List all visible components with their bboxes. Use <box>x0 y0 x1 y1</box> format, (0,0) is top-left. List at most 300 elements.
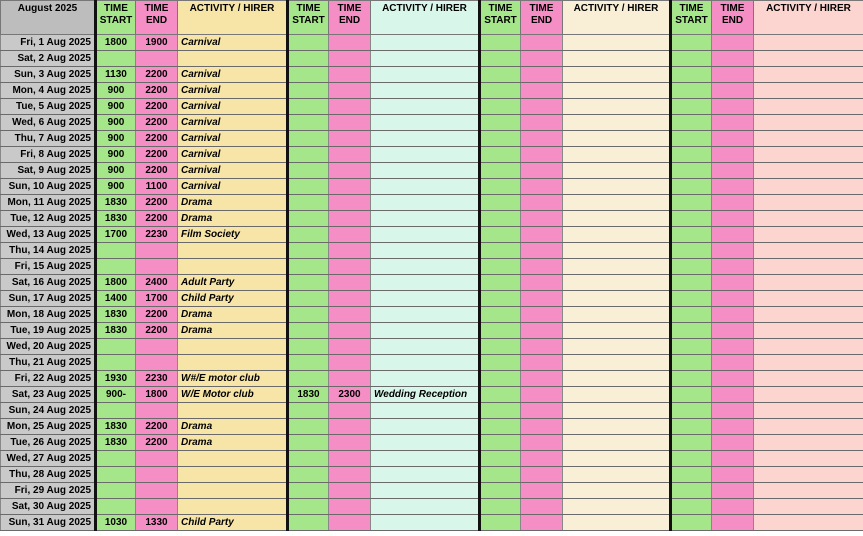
activity-cell[interactable] <box>371 83 480 99</box>
time-start-cell[interactable] <box>288 147 329 163</box>
time-start-cell[interactable] <box>480 307 521 323</box>
time-end-cell[interactable] <box>329 435 371 451</box>
time-start-cell[interactable] <box>288 99 329 115</box>
time-end-cell[interactable] <box>329 163 371 179</box>
activity-cell[interactable] <box>178 467 288 483</box>
time-start-cell[interactable] <box>288 35 329 51</box>
activity-cell[interactable] <box>371 339 480 355</box>
time-end-cell[interactable]: 1330 <box>136 515 178 531</box>
time-end-cell[interactable] <box>712 323 754 339</box>
time-start-cell[interactable]: 1830 <box>96 211 136 227</box>
activity-cell[interactable] <box>754 147 863 163</box>
activity-cell[interactable] <box>371 435 480 451</box>
activity-cell[interactable] <box>178 499 288 515</box>
time-end-cell[interactable] <box>521 387 563 403</box>
activity-cell[interactable]: Drama <box>178 195 288 211</box>
activity-cell[interactable] <box>371 323 480 339</box>
time-end-cell[interactable] <box>521 483 563 499</box>
time-start-cell[interactable] <box>480 435 521 451</box>
activity-cell[interactable] <box>371 35 480 51</box>
time-start-cell[interactable]: 1830 <box>288 387 329 403</box>
time-end-cell[interactable] <box>136 243 178 259</box>
time-start-header-3[interactable] <box>480 1 521 35</box>
time-end-cell[interactable] <box>329 67 371 83</box>
time-end-cell[interactable] <box>329 35 371 51</box>
time-end-cell[interactable] <box>329 51 371 67</box>
time-start-cell[interactable] <box>480 131 521 147</box>
time-start-cell[interactable] <box>671 435 712 451</box>
activity-cell[interactable]: Carnival <box>178 131 288 147</box>
time-start-cell[interactable] <box>480 403 521 419</box>
activity-cell[interactable] <box>754 35 863 51</box>
activity-header-3[interactable]: ACTIVITY / HIRER <box>563 1 671 35</box>
time-start-header-2[interactable] <box>288 1 329 35</box>
time-start-cell[interactable] <box>480 163 521 179</box>
date-cell[interactable]: Fri, 8 Aug 2025 <box>1 147 96 163</box>
activity-cell[interactable] <box>371 51 480 67</box>
activity-cell[interactable] <box>754 67 863 83</box>
activity-cell[interactable] <box>563 243 671 259</box>
time-end-cell[interactable] <box>136 467 178 483</box>
time-end-cell[interactable] <box>329 99 371 115</box>
time-start-cell[interactable] <box>671 147 712 163</box>
date-cell[interactable]: Mon, 25 Aug 2025 <box>1 419 96 435</box>
time-start-cell[interactable]: 900 <box>96 83 136 99</box>
date-cell[interactable]: Thu, 7 Aug 2025 <box>1 131 96 147</box>
time-start-cell[interactable] <box>671 115 712 131</box>
time-end-cell[interactable] <box>521 435 563 451</box>
time-end-cell[interactable]: 1100 <box>136 179 178 195</box>
date-cell[interactable]: Sun, 31 Aug 2025 <box>1 515 96 531</box>
activity-cell[interactable] <box>371 291 480 307</box>
activity-cell[interactable] <box>563 403 671 419</box>
activity-cell[interactable] <box>178 403 288 419</box>
time-start-cell[interactable] <box>671 291 712 307</box>
time-start-cell[interactable]: 900 <box>96 163 136 179</box>
time-end-cell[interactable] <box>712 67 754 83</box>
time-start-cell[interactable] <box>96 483 136 499</box>
time-start-cell[interactable] <box>480 387 521 403</box>
time-start-cell[interactable]: 1030 <box>96 515 136 531</box>
activity-cell[interactable]: Drama <box>178 435 288 451</box>
time-start-cell[interactable] <box>671 163 712 179</box>
time-end-cell[interactable] <box>329 83 371 99</box>
time-end-cell[interactable] <box>712 83 754 99</box>
time-end-cell[interactable]: 2400 <box>136 275 178 291</box>
activity-cell[interactable] <box>563 131 671 147</box>
time-end-cell[interactable] <box>712 51 754 67</box>
time-start-cell[interactable] <box>480 211 521 227</box>
time-end-cell[interactable] <box>712 243 754 259</box>
time-start-cell[interactable] <box>671 355 712 371</box>
time-end-cell[interactable] <box>712 99 754 115</box>
time-start-cell[interactable]: 900 <box>96 99 136 115</box>
activity-cell[interactable] <box>563 355 671 371</box>
time-start-cell[interactable] <box>671 131 712 147</box>
time-end-cell[interactable]: 2200 <box>136 323 178 339</box>
activity-cell[interactable]: W/E Motor club <box>178 387 288 403</box>
activity-header-2[interactable]: ACTIVITY / HIRER <box>371 1 480 35</box>
time-end-cell[interactable] <box>521 115 563 131</box>
activity-cell[interactable] <box>563 339 671 355</box>
activity-cell[interactable] <box>178 355 288 371</box>
time-start-cell[interactable] <box>288 195 329 211</box>
time-end-header-4[interactable] <box>712 1 754 35</box>
time-end-cell[interactable] <box>712 275 754 291</box>
activity-cell[interactable]: Drama <box>178 211 288 227</box>
time-start-cell[interactable] <box>671 83 712 99</box>
date-cell[interactable]: Thu, 14 Aug 2025 <box>1 243 96 259</box>
time-start-cell[interactable] <box>96 259 136 275</box>
time-end-cell[interactable]: 2200 <box>136 83 178 99</box>
time-end-cell[interactable] <box>712 483 754 499</box>
time-start-cell[interactable] <box>480 227 521 243</box>
activity-cell[interactable] <box>563 323 671 339</box>
time-end-cell[interactable] <box>329 275 371 291</box>
activity-cell[interactable] <box>563 115 671 131</box>
time-end-cell[interactable] <box>329 115 371 131</box>
date-cell[interactable]: Sat, 30 Aug 2025 <box>1 499 96 515</box>
time-start-cell[interactable] <box>480 51 521 67</box>
time-start-cell[interactable] <box>480 467 521 483</box>
time-end-cell[interactable] <box>521 243 563 259</box>
time-start-cell[interactable]: 900 <box>96 179 136 195</box>
activity-cell[interactable] <box>563 35 671 51</box>
time-start-cell[interactable] <box>96 467 136 483</box>
date-cell[interactable]: Mon, 4 Aug 2025 <box>1 83 96 99</box>
activity-cell[interactable] <box>754 451 863 467</box>
activity-cell[interactable] <box>563 163 671 179</box>
time-start-cell[interactable]: 900 <box>96 147 136 163</box>
time-end-cell[interactable] <box>329 451 371 467</box>
time-start-cell[interactable] <box>480 83 521 99</box>
activity-cell[interactable]: Carnival <box>178 83 288 99</box>
time-start-cell[interactable] <box>671 451 712 467</box>
time-end-cell[interactable] <box>712 179 754 195</box>
activity-cell[interactable] <box>563 291 671 307</box>
activity-cell[interactable]: Adult Party <box>178 275 288 291</box>
activity-cell[interactable] <box>754 291 863 307</box>
time-start-header-1[interactable] <box>96 1 136 35</box>
activity-cell[interactable] <box>754 259 863 275</box>
time-start-cell[interactable] <box>96 339 136 355</box>
time-end-cell[interactable]: 2200 <box>136 99 178 115</box>
time-start-cell[interactable] <box>288 451 329 467</box>
time-start-cell[interactable] <box>480 323 521 339</box>
activity-cell[interactable] <box>371 115 480 131</box>
time-end-cell[interactable] <box>136 451 178 467</box>
time-end-cell[interactable] <box>329 195 371 211</box>
time-end-cell[interactable] <box>329 467 371 483</box>
activity-cell[interactable] <box>563 307 671 323</box>
time-start-cell[interactable] <box>288 371 329 387</box>
activity-cell[interactable]: Drama <box>178 323 288 339</box>
activity-cell[interactable] <box>563 371 671 387</box>
time-end-cell[interactable]: 2200 <box>136 307 178 323</box>
time-end-header-2[interactable] <box>329 1 371 35</box>
time-end-cell[interactable] <box>521 339 563 355</box>
time-end-cell[interactable] <box>521 83 563 99</box>
time-start-cell[interactable] <box>96 499 136 515</box>
date-cell[interactable]: Fri, 22 Aug 2025 <box>1 371 96 387</box>
time-start-cell[interactable] <box>480 499 521 515</box>
time-start-cell[interactable] <box>288 483 329 499</box>
time-start-cell[interactable] <box>671 35 712 51</box>
activity-cell[interactable] <box>371 211 480 227</box>
time-end-cell[interactable] <box>329 179 371 195</box>
time-start-cell[interactable] <box>480 483 521 499</box>
activity-cell[interactable] <box>754 403 863 419</box>
time-end-cell[interactable] <box>712 371 754 387</box>
activity-cell[interactable]: W#/E motor club <box>178 371 288 387</box>
time-end-cell[interactable] <box>712 467 754 483</box>
time-end-cell[interactable] <box>329 355 371 371</box>
time-start-cell[interactable]: 1830 <box>96 307 136 323</box>
activity-cell[interactable] <box>563 51 671 67</box>
activity-cell[interactable] <box>563 211 671 227</box>
activity-cell[interactable] <box>563 195 671 211</box>
time-end-cell[interactable] <box>712 387 754 403</box>
activity-cell[interactable] <box>563 467 671 483</box>
date-cell[interactable]: Fri, 15 Aug 2025 <box>1 259 96 275</box>
time-start-cell[interactable]: 900- <box>96 387 136 403</box>
activity-cell[interactable] <box>563 515 671 531</box>
time-end-cell[interactable] <box>712 259 754 275</box>
activity-cell[interactable] <box>371 515 480 531</box>
activity-cell[interactable] <box>563 179 671 195</box>
time-start-cell[interactable] <box>480 195 521 211</box>
time-end-cell[interactable] <box>521 147 563 163</box>
time-end-cell[interactable] <box>521 99 563 115</box>
time-start-cell[interactable] <box>288 355 329 371</box>
activity-cell[interactable] <box>371 195 480 211</box>
activity-cell[interactable]: Wedding Reception <box>371 387 480 403</box>
time-end-cell[interactable] <box>329 515 371 531</box>
activity-cell[interactable]: Child Party <box>178 515 288 531</box>
time-end-cell[interactable] <box>329 483 371 499</box>
date-cell[interactable]: Wed, 27 Aug 2025 <box>1 451 96 467</box>
time-start-cell[interactable]: 900 <box>96 115 136 131</box>
time-end-cell[interactable] <box>521 275 563 291</box>
date-cell[interactable]: Wed, 6 Aug 2025 <box>1 115 96 131</box>
time-end-cell[interactable]: 2300 <box>329 387 371 403</box>
time-start-cell[interactable] <box>480 515 521 531</box>
activity-cell[interactable] <box>371 99 480 115</box>
time-end-cell[interactable] <box>521 499 563 515</box>
time-end-cell[interactable] <box>712 163 754 179</box>
date-cell[interactable]: Tue, 12 Aug 2025 <box>1 211 96 227</box>
time-end-cell[interactable]: 2200 <box>136 131 178 147</box>
time-start-cell[interactable] <box>288 227 329 243</box>
activity-cell[interactable]: Carnival <box>178 163 288 179</box>
activity-cell[interactable] <box>754 99 863 115</box>
time-start-cell[interactable] <box>288 323 329 339</box>
activity-cell[interactable] <box>563 227 671 243</box>
activity-cell[interactable] <box>754 355 863 371</box>
time-start-cell[interactable] <box>480 259 521 275</box>
date-cell[interactable]: Sun, 3 Aug 2025 <box>1 67 96 83</box>
time-start-cell[interactable] <box>288 131 329 147</box>
time-start-cell[interactable] <box>288 499 329 515</box>
activity-cell[interactable] <box>754 179 863 195</box>
time-end-header-3[interactable] <box>521 1 563 35</box>
time-start-cell[interactable] <box>671 515 712 531</box>
time-start-cell[interactable]: 1700 <box>96 227 136 243</box>
activity-cell[interactable] <box>563 419 671 435</box>
time-end-cell[interactable] <box>712 131 754 147</box>
time-start-cell[interactable]: 1830 <box>96 323 136 339</box>
activity-cell[interactable]: Carnival <box>178 35 288 51</box>
time-start-cell[interactable] <box>288 163 329 179</box>
time-start-cell[interactable] <box>288 291 329 307</box>
time-start-cell[interactable] <box>480 419 521 435</box>
activity-cell[interactable] <box>371 419 480 435</box>
activity-cell[interactable] <box>563 67 671 83</box>
activity-cell[interactable]: Drama <box>178 419 288 435</box>
time-end-cell[interactable] <box>712 419 754 435</box>
time-end-header-1[interactable] <box>136 1 178 35</box>
activity-cell[interactable] <box>371 371 480 387</box>
time-start-cell[interactable] <box>671 275 712 291</box>
activity-cell[interactable] <box>371 147 480 163</box>
time-end-cell[interactable] <box>329 403 371 419</box>
time-end-cell[interactable] <box>712 435 754 451</box>
activity-cell[interactable] <box>371 499 480 515</box>
activity-cell[interactable] <box>371 163 480 179</box>
activity-header-4[interactable]: ACTIVITY / HIRER <box>754 1 863 35</box>
time-start-cell[interactable] <box>288 515 329 531</box>
time-end-cell[interactable] <box>712 339 754 355</box>
time-start-cell[interactable] <box>288 83 329 99</box>
time-end-cell[interactable] <box>136 355 178 371</box>
time-end-cell[interactable] <box>712 499 754 515</box>
time-start-cell[interactable] <box>671 259 712 275</box>
time-end-cell[interactable] <box>136 483 178 499</box>
activity-cell[interactable] <box>563 435 671 451</box>
time-start-cell[interactable] <box>671 67 712 83</box>
time-start-cell[interactable] <box>288 339 329 355</box>
time-end-cell[interactable] <box>329 371 371 387</box>
time-start-cell[interactable] <box>480 147 521 163</box>
activity-cell[interactable] <box>563 83 671 99</box>
time-start-cell[interactable] <box>288 403 329 419</box>
activity-cell[interactable] <box>754 83 863 99</box>
activity-cell[interactable]: Carnival <box>178 99 288 115</box>
activity-cell[interactable] <box>754 371 863 387</box>
activity-cell[interactable] <box>754 211 863 227</box>
activity-cell[interactable] <box>754 163 863 179</box>
activity-cell[interactable] <box>178 243 288 259</box>
activity-cell[interactable] <box>754 195 863 211</box>
time-start-cell[interactable] <box>96 403 136 419</box>
activity-cell[interactable] <box>754 131 863 147</box>
activity-cell[interactable] <box>371 179 480 195</box>
time-end-cell[interactable] <box>329 227 371 243</box>
activity-cell[interactable]: Drama <box>178 307 288 323</box>
time-end-cell[interactable]: 2230 <box>136 227 178 243</box>
date-cell[interactable]: Sun, 24 Aug 2025 <box>1 403 96 419</box>
activity-cell[interactable] <box>371 451 480 467</box>
time-start-cell[interactable] <box>288 243 329 259</box>
time-start-cell[interactable] <box>480 339 521 355</box>
date-cell[interactable]: Sun, 17 Aug 2025 <box>1 291 96 307</box>
time-start-cell[interactable] <box>480 35 521 51</box>
month-header[interactable]: August 2025 <box>1 1 96 35</box>
activity-cell[interactable]: Carnival <box>178 115 288 131</box>
date-cell[interactable]: Tue, 26 Aug 2025 <box>1 435 96 451</box>
time-end-cell[interactable]: 2200 <box>136 435 178 451</box>
time-end-cell[interactable] <box>136 339 178 355</box>
time-start-cell[interactable] <box>671 387 712 403</box>
time-start-cell[interactable] <box>288 307 329 323</box>
time-start-cell[interactable]: 1400 <box>96 291 136 307</box>
time-start-cell[interactable]: 900 <box>96 131 136 147</box>
time-start-cell[interactable] <box>480 451 521 467</box>
time-start-cell[interactable] <box>288 419 329 435</box>
time-start-cell[interactable] <box>671 243 712 259</box>
time-end-cell[interactable] <box>329 499 371 515</box>
activity-cell[interactable] <box>563 99 671 115</box>
time-start-cell[interactable] <box>480 179 521 195</box>
time-end-cell[interactable] <box>521 323 563 339</box>
time-end-cell[interactable] <box>521 307 563 323</box>
time-end-cell[interactable] <box>712 403 754 419</box>
time-start-cell[interactable] <box>288 67 329 83</box>
date-cell[interactable]: Mon, 11 Aug 2025 <box>1 195 96 211</box>
time-start-cell[interactable] <box>671 467 712 483</box>
time-end-cell[interactable]: 2200 <box>136 115 178 131</box>
activity-cell[interactable]: Film Society <box>178 227 288 243</box>
time-end-cell[interactable] <box>521 131 563 147</box>
activity-cell[interactable] <box>754 115 863 131</box>
activity-cell[interactable] <box>371 403 480 419</box>
time-end-cell[interactable] <box>329 211 371 227</box>
time-end-cell[interactable] <box>521 291 563 307</box>
activity-cell[interactable] <box>754 51 863 67</box>
time-start-cell[interactable] <box>96 355 136 371</box>
time-end-cell[interactable]: 1900 <box>136 35 178 51</box>
time-end-cell[interactable] <box>712 355 754 371</box>
time-start-cell[interactable] <box>288 275 329 291</box>
activity-cell[interactable] <box>754 275 863 291</box>
date-cell[interactable]: Tue, 5 Aug 2025 <box>1 99 96 115</box>
time-end-cell[interactable] <box>329 259 371 275</box>
time-start-cell[interactable] <box>288 211 329 227</box>
time-end-cell[interactable] <box>521 35 563 51</box>
time-end-cell[interactable] <box>521 451 563 467</box>
time-start-cell[interactable] <box>671 51 712 67</box>
time-end-cell[interactable] <box>712 227 754 243</box>
time-start-cell[interactable] <box>288 467 329 483</box>
time-end-cell[interactable] <box>329 147 371 163</box>
time-start-cell[interactable] <box>288 259 329 275</box>
time-start-cell[interactable] <box>671 419 712 435</box>
activity-cell[interactable] <box>371 483 480 499</box>
time-end-cell[interactable] <box>329 419 371 435</box>
time-end-cell[interactable] <box>521 51 563 67</box>
time-end-cell[interactable] <box>329 323 371 339</box>
time-end-cell[interactable] <box>521 259 563 275</box>
date-cell[interactable]: Tue, 19 Aug 2025 <box>1 323 96 339</box>
activity-cell[interactable] <box>754 307 863 323</box>
time-start-cell[interactable] <box>480 371 521 387</box>
time-end-cell[interactable] <box>329 307 371 323</box>
time-start-cell[interactable]: 1830 <box>96 195 136 211</box>
time-end-cell[interactable] <box>521 371 563 387</box>
time-start-cell[interactable] <box>480 115 521 131</box>
activity-cell[interactable] <box>563 451 671 467</box>
time-start-cell[interactable] <box>288 179 329 195</box>
